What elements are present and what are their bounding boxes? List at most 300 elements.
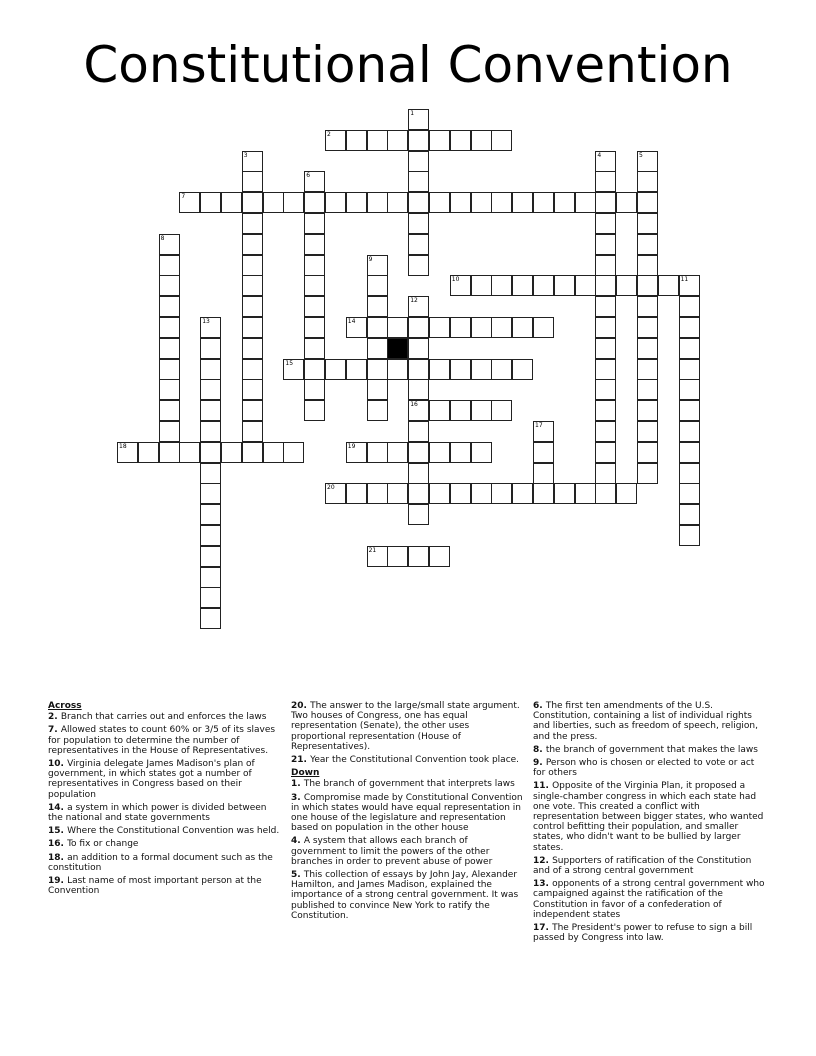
crossword-black-cell xyxy=(387,338,408,359)
crossword-cell[interactable] xyxy=(367,317,388,338)
crossword-cell[interactable] xyxy=(159,296,180,317)
crossword-cell[interactable] xyxy=(595,359,616,380)
crossword-cell[interactable] xyxy=(200,463,221,484)
crossword-cell[interactable] xyxy=(242,213,263,234)
crossword-cell[interactable] xyxy=(408,463,429,484)
crossword-cell[interactable] xyxy=(679,525,700,546)
clue-text: the branch of government that makes the laws xyxy=(545,744,758,755)
crossword-cell[interactable] xyxy=(491,192,512,213)
crossword-cell[interactable] xyxy=(533,483,554,504)
crossword-cell[interactable] xyxy=(471,483,492,504)
crossword-cell[interactable] xyxy=(159,421,180,442)
crossword-cell[interactable] xyxy=(429,130,450,151)
crossword-cell[interactable] xyxy=(387,192,408,213)
crossword-cell[interactable] xyxy=(263,192,284,213)
crossword-cell[interactable] xyxy=(491,130,512,151)
down-heading: Down xyxy=(291,768,320,779)
crossword-cell[interactable] xyxy=(408,400,429,421)
crossword-cell[interactable] xyxy=(242,234,263,255)
crossword-cell[interactable] xyxy=(367,296,388,317)
crossword-cell[interactable] xyxy=(304,213,325,234)
clue xyxy=(48,839,280,849)
crossword-cell[interactable] xyxy=(367,483,388,504)
crossword-cell[interactable] xyxy=(637,442,658,463)
crossword-cell[interactable] xyxy=(450,483,471,504)
crossword-cell[interactable] xyxy=(616,275,637,296)
crossword-cell[interactable] xyxy=(533,463,554,484)
crossword-cell[interactable] xyxy=(595,400,616,421)
crossword-cell[interactable] xyxy=(367,379,388,400)
crossword-cell[interactable] xyxy=(471,359,492,380)
crossword-cell[interactable] xyxy=(595,296,616,317)
crossword-cell[interactable] xyxy=(200,317,221,338)
crossword-cell[interactable] xyxy=(595,338,616,359)
crossword-cell[interactable] xyxy=(616,483,637,504)
crossword-cell[interactable] xyxy=(637,192,658,213)
clue-number: 11. xyxy=(533,781,553,792)
crossword-cell[interactable] xyxy=(637,296,658,317)
crossword-cell[interactable] xyxy=(595,275,616,296)
crossword-cell[interactable] xyxy=(200,192,221,213)
crossword-cell[interactable] xyxy=(679,421,700,442)
crossword-cell[interactable] xyxy=(679,379,700,400)
crossword-cell[interactable] xyxy=(263,442,284,463)
clue-text: Supporters of ratification of the Constitution and of a strong central government xyxy=(533,855,752,877)
crossword-cell[interactable] xyxy=(595,483,616,504)
crossword-cell[interactable] xyxy=(367,192,388,213)
crossword-cell[interactable] xyxy=(491,483,512,504)
cell-number: 8 xyxy=(160,234,165,242)
crossword-cell[interactable] xyxy=(471,400,492,421)
crossword-cell[interactable] xyxy=(304,234,325,255)
crossword-cell[interactable] xyxy=(595,192,616,213)
crossword-cell[interactable] xyxy=(429,483,450,504)
clue-text: Year the Constitutional Convention took place. xyxy=(310,755,520,766)
crossword-cell[interactable] xyxy=(637,171,658,192)
clue xyxy=(291,701,523,752)
crossword-cell[interactable] xyxy=(471,442,492,463)
crossword-cell[interactable] xyxy=(679,296,700,317)
crossword-cell[interactable] xyxy=(242,296,263,317)
crossword-cell[interactable] xyxy=(471,317,492,338)
crossword-cell[interactable] xyxy=(242,151,263,172)
cell-number: 7 xyxy=(181,193,186,201)
crossword-cell[interactable] xyxy=(221,192,242,213)
crossword-cell[interactable] xyxy=(367,255,388,276)
crossword-cell[interactable] xyxy=(408,359,429,380)
cell-number: 12 xyxy=(410,297,418,305)
crossword-cell[interactable] xyxy=(138,442,159,463)
cell-number: 1 xyxy=(410,110,415,117)
crossword-cell[interactable] xyxy=(595,463,616,484)
crossword-cell[interactable] xyxy=(242,171,263,192)
crossword-cell[interactable] xyxy=(658,275,679,296)
crossword-cell[interactable] xyxy=(554,275,575,296)
crossword-cell[interactable] xyxy=(554,192,575,213)
crossword-cell[interactable] xyxy=(408,442,429,463)
clue-text: Opposite of the Virginia Plan, it proposed a single-chamber congress in which each state had one vote. This created a conflict with representation between bigger states, who wanted control befitting their population, and smaller states, who didn't want to be bullied by larger states. xyxy=(533,781,764,853)
crossword-cell[interactable] xyxy=(304,192,325,213)
crossword-cell[interactable] xyxy=(595,421,616,442)
clue xyxy=(533,758,765,778)
crossword-cell[interactable] xyxy=(367,546,388,567)
crossword-cell[interactable] xyxy=(159,400,180,421)
crossword-cell[interactable] xyxy=(429,359,450,380)
crossword-cell[interactable] xyxy=(679,504,700,525)
cell-number: 5 xyxy=(639,151,643,159)
clue-number: 13. xyxy=(533,879,553,890)
crossword-cell[interactable] xyxy=(346,192,367,213)
crossword-cell[interactable] xyxy=(159,359,180,380)
crossword-cell[interactable] xyxy=(533,192,554,213)
crossword-cell[interactable] xyxy=(408,192,429,213)
crossword-cell[interactable] xyxy=(595,255,616,276)
crossword-cell[interactable] xyxy=(679,483,700,504)
crossword-cell[interactable] xyxy=(471,130,492,151)
crossword-cell[interactable] xyxy=(408,317,429,338)
crossword-cell[interactable] xyxy=(429,317,450,338)
crossword-cell[interactable] xyxy=(679,442,700,463)
clue-text: The President's power to refuse to sign a bill passed by Congress into law. xyxy=(533,923,753,944)
crossword-cell[interactable] xyxy=(283,442,304,463)
clue xyxy=(533,701,765,742)
clue-text: The first ten amendments of the U.S. Constitution, containing a list of individual rights and liberties, such as freedom of speech, religion, and the press. xyxy=(533,701,758,742)
crossword-cell[interactable] xyxy=(679,359,700,380)
crossword-cell[interactable] xyxy=(200,442,221,463)
crossword-cell[interactable] xyxy=(471,192,492,213)
crossword-cell[interactable] xyxy=(408,483,429,504)
crossword-cell[interactable] xyxy=(512,359,533,380)
clue-text: Where the Constitutional Convention was held. xyxy=(67,826,280,837)
clue-number: 4. xyxy=(291,836,304,847)
crossword-cell[interactable] xyxy=(304,317,325,338)
crossword-cell[interactable] xyxy=(283,192,304,213)
crossword-cell[interactable] xyxy=(450,192,471,213)
clue-text: Person who is chosen or elected to vote or act for others xyxy=(533,758,755,779)
crossword-cell[interactable] xyxy=(595,317,616,338)
clue-number: 6. xyxy=(533,701,546,711)
crossword-cell[interactable] xyxy=(159,275,180,296)
clue-number: 9. xyxy=(533,758,546,769)
crossword-cell[interactable] xyxy=(637,275,658,296)
clue xyxy=(291,779,523,789)
crossword-cell[interactable] xyxy=(471,275,492,296)
down-clue-list-continued xyxy=(533,701,765,943)
crossword-cell[interactable] xyxy=(159,255,180,276)
crossword-cell[interactable] xyxy=(242,379,263,400)
crossword-cell[interactable] xyxy=(637,255,658,276)
crossword-cell[interactable] xyxy=(408,171,429,192)
crossword-cell[interactable] xyxy=(408,379,429,400)
clue xyxy=(533,856,765,876)
clue xyxy=(291,870,523,921)
cell-number: 20 xyxy=(327,484,335,492)
crossword-cell[interactable] xyxy=(200,483,221,504)
crossword-cell[interactable] xyxy=(637,379,658,400)
crossword-cell[interactable] xyxy=(283,359,304,380)
clue xyxy=(48,826,280,836)
clue-column-2 xyxy=(291,701,523,924)
crossword-cell[interactable] xyxy=(637,400,658,421)
crossword-cell[interactable] xyxy=(117,442,138,463)
crossword-cell[interactable] xyxy=(200,359,221,380)
crossword-cell[interactable] xyxy=(179,192,200,213)
crossword-cell[interactable] xyxy=(408,213,429,234)
crossword-cell[interactable] xyxy=(242,275,263,296)
crossword-cell[interactable] xyxy=(512,275,533,296)
crossword-cell[interactable] xyxy=(367,130,388,151)
cell-number: 9 xyxy=(368,255,373,263)
crossword-cell[interactable] xyxy=(554,483,575,504)
crossword-cell[interactable] xyxy=(367,442,388,463)
crossword-cell[interactable] xyxy=(408,130,429,151)
crossword-cell[interactable] xyxy=(159,234,180,255)
crossword-cell[interactable] xyxy=(616,192,637,213)
crossword-cell[interactable] xyxy=(242,359,263,380)
crossword-cell[interactable] xyxy=(346,317,367,338)
crossword-cell[interactable] xyxy=(637,421,658,442)
crossword-cell[interactable] xyxy=(575,192,596,213)
crossword-cell[interactable] xyxy=(242,442,263,463)
crossword-cell[interactable] xyxy=(450,442,471,463)
clue xyxy=(533,923,765,943)
crossword-cell[interactable] xyxy=(200,567,221,588)
clue-number: 3. xyxy=(291,792,304,803)
clue-number: 16. xyxy=(48,839,68,850)
crossword-cell[interactable] xyxy=(304,400,325,421)
clue-number: 15. xyxy=(48,826,68,837)
crossword-cell[interactable] xyxy=(637,338,658,359)
clue-text: Branch that carries out and enforces the laws xyxy=(60,712,267,723)
across-clue-list-continued xyxy=(291,701,523,765)
crossword-cell[interactable] xyxy=(491,400,512,421)
crossword-cell[interactable] xyxy=(408,151,429,172)
crossword-cell[interactable] xyxy=(387,546,408,567)
crossword-cell[interactable] xyxy=(304,338,325,359)
clue xyxy=(48,759,280,800)
crossword-cell[interactable] xyxy=(242,192,263,213)
crossword-cell[interactable] xyxy=(304,359,325,380)
clue-number: 20. xyxy=(291,701,311,711)
down-clue-list xyxy=(291,779,523,921)
clue-text: This collection of essays by John Jay, Alexander Hamilton, and James Madison, explained the importance of a strong central government. It was published to convince New York to ratify the Constitution. xyxy=(291,870,519,921)
crossword-cell[interactable] xyxy=(637,234,658,255)
crossword-cell[interactable] xyxy=(242,421,263,442)
crossword-cell[interactable] xyxy=(450,275,471,296)
crossword-cell[interactable] xyxy=(595,171,616,192)
clue xyxy=(48,725,280,756)
clue-text: The branch of government that interprets laws xyxy=(303,779,515,790)
crossword-cell[interactable] xyxy=(429,442,450,463)
clue-text: an addition to a formal document such as the constitution xyxy=(48,852,273,873)
crossword-cell[interactable] xyxy=(346,130,367,151)
crossword-cell[interactable] xyxy=(200,379,221,400)
clue-column-3 xyxy=(533,701,765,946)
cell-number: 4 xyxy=(597,151,602,159)
clue-text: a system in which power is divided between the national and state governments xyxy=(48,802,267,824)
crossword-cell[interactable] xyxy=(595,234,616,255)
clue-text: Last name of most important person at the Convention xyxy=(48,876,262,897)
crossword-cell[interactable] xyxy=(595,151,616,172)
clue-number: 21. xyxy=(291,755,311,766)
crossword-cell[interactable] xyxy=(679,463,700,484)
crossword-cell[interactable] xyxy=(346,483,367,504)
page-title: Constitutional Convention xyxy=(83,36,733,94)
crossword-cell[interactable] xyxy=(429,192,450,213)
crossword-cell[interactable] xyxy=(637,359,658,380)
crossword-cell[interactable] xyxy=(533,275,554,296)
crossword-cell[interactable] xyxy=(450,130,471,151)
crossword-cell[interactable] xyxy=(346,442,367,463)
cell-number: 13 xyxy=(202,318,210,325)
clue-number: 18. xyxy=(48,852,68,863)
crossword-cell[interactable] xyxy=(595,379,616,400)
crossword-cell[interactable] xyxy=(159,379,180,400)
clue-text: A system that allows each branch of government to limit the powers of the other branches in order to prevent abuse of power xyxy=(291,836,493,867)
crossword-cell[interactable] xyxy=(200,525,221,546)
crossword-cell[interactable] xyxy=(408,546,429,567)
crossword-cell[interactable] xyxy=(679,317,700,338)
cell-number: 6 xyxy=(306,172,311,180)
crossword-cell[interactable] xyxy=(200,546,221,567)
clue xyxy=(533,745,765,755)
crossword-cell[interactable] xyxy=(408,421,429,442)
crossword-cell[interactable] xyxy=(325,483,346,504)
crossword-cell[interactable] xyxy=(387,483,408,504)
crossword-cell[interactable] xyxy=(325,192,346,213)
clue xyxy=(291,755,523,765)
crossword-cell[interactable] xyxy=(429,546,450,567)
crossword-cell[interactable] xyxy=(367,338,388,359)
cell-number: 17 xyxy=(535,422,543,429)
crossword-cell[interactable] xyxy=(387,130,408,151)
crossword-cell[interactable] xyxy=(242,400,263,421)
crossword-cell[interactable] xyxy=(200,587,221,608)
clue-column-1 xyxy=(48,701,280,899)
clue xyxy=(291,793,523,834)
crossword-cell[interactable] xyxy=(637,463,658,484)
crossword-cell[interactable] xyxy=(387,442,408,463)
crossword-cell[interactable] xyxy=(533,421,554,442)
crossword-cell[interactable] xyxy=(387,317,408,338)
crossword-cell[interactable] xyxy=(595,213,616,234)
crossword-cell[interactable] xyxy=(242,255,263,276)
cell-number: 19 xyxy=(347,442,356,450)
clue-number: 2. xyxy=(48,712,61,723)
crossword-cell[interactable] xyxy=(679,400,700,421)
cell-number: 11 xyxy=(680,276,689,284)
crossword-cell[interactable] xyxy=(637,317,658,338)
crossword-cell[interactable] xyxy=(575,483,596,504)
crossword-cell[interactable] xyxy=(429,400,450,421)
crossword-cell[interactable] xyxy=(450,359,471,380)
crossword-cell[interactable] xyxy=(159,442,180,463)
cell-number: 2 xyxy=(327,130,331,138)
clue-number: 5. xyxy=(291,870,304,881)
crossword-cell[interactable] xyxy=(304,275,325,296)
crossword-cell[interactable] xyxy=(408,234,429,255)
cell-number: 16 xyxy=(410,401,418,409)
crossword-cell[interactable] xyxy=(200,400,221,421)
crossword-cell[interactable] xyxy=(387,359,408,380)
crossword-cell[interactable] xyxy=(200,338,221,359)
crossword-cell[interactable] xyxy=(367,275,388,296)
clue-text: Compromise made by Constitutional Convention in which states would have equal representation in one house of the legislature and representation based on population in the other house xyxy=(291,792,523,834)
cell-number: 15 xyxy=(285,359,294,367)
crossword-cell[interactable] xyxy=(450,400,471,421)
crossword-cell[interactable] xyxy=(679,275,700,296)
crossword-cell[interactable] xyxy=(408,109,429,130)
cell-number: 3 xyxy=(243,151,248,159)
crossword-cell[interactable] xyxy=(533,317,554,338)
crossword-cell[interactable] xyxy=(450,317,471,338)
crossword-cell[interactable] xyxy=(679,338,700,359)
crossword-cell[interactable] xyxy=(408,296,429,317)
crossword-cell[interactable] xyxy=(491,359,512,380)
clue-number: 14. xyxy=(48,802,68,813)
clue-text: Virginia delegate James Madison's plan of government, in which states got a number of representatives in Congress based on their population xyxy=(48,759,255,800)
across-heading: Across xyxy=(48,701,82,711)
clue-number: 12. xyxy=(533,855,553,866)
crossword-cell[interactable] xyxy=(242,317,263,338)
crossword-cell[interactable] xyxy=(179,442,200,463)
crossword-cell[interactable] xyxy=(512,317,533,338)
crossword-cell[interactable] xyxy=(575,275,596,296)
clue-number: 7. xyxy=(48,725,61,736)
crossword-cell[interactable] xyxy=(408,504,429,525)
crossword-cell[interactable] xyxy=(637,151,658,172)
crossword-cell[interactable] xyxy=(325,130,346,151)
crossword-cell[interactable] xyxy=(159,338,180,359)
crossword-cell[interactable] xyxy=(304,171,325,192)
cell-number: 14 xyxy=(347,318,356,325)
clue xyxy=(48,712,280,722)
clue-number: 19. xyxy=(48,876,68,887)
crossword-cell[interactable] xyxy=(595,442,616,463)
crossword-cell[interactable] xyxy=(512,192,533,213)
crossword-cell[interactable] xyxy=(200,421,221,442)
crossword-cell[interactable] xyxy=(346,359,367,380)
cell-number: 21 xyxy=(368,546,377,554)
clue-text: The answer to the large/small state argument. Two houses of Congress, one has equal representation (Senate), the other uses proportional representation (House of Representatives). xyxy=(291,701,520,752)
crossword-cell[interactable] xyxy=(491,317,512,338)
crossword-cell[interactable] xyxy=(304,379,325,400)
crossword-cell[interactable] xyxy=(200,608,221,629)
crossword-cell[interactable] xyxy=(367,400,388,421)
crossword-cell[interactable] xyxy=(304,255,325,276)
clue xyxy=(533,879,765,920)
clue-text: To fix or change xyxy=(67,839,139,850)
crossword-cell[interactable] xyxy=(159,317,180,338)
crossword-cell[interactable] xyxy=(242,338,263,359)
crossword-cell[interactable] xyxy=(367,359,388,380)
crossword-cell[interactable] xyxy=(533,442,554,463)
clue-text: Allowed states to count 60% or 3/5 of its slaves for population to determine the number of representatives in the House of Representatives. xyxy=(48,725,276,756)
crossword-cell[interactable] xyxy=(325,359,346,380)
crossword-cell[interactable] xyxy=(491,275,512,296)
clue xyxy=(48,803,280,823)
crossword-cell[interactable] xyxy=(304,296,325,317)
crossword-cell[interactable] xyxy=(512,483,533,504)
crossword-cell[interactable] xyxy=(221,442,242,463)
clue xyxy=(48,853,280,873)
crossword-cell[interactable] xyxy=(408,338,429,359)
cell-number: 10 xyxy=(451,276,460,284)
clue xyxy=(48,876,280,896)
crossword-cell[interactable] xyxy=(200,504,221,525)
crossword-cell[interactable] xyxy=(408,255,429,276)
crossword-cell[interactable] xyxy=(637,213,658,234)
